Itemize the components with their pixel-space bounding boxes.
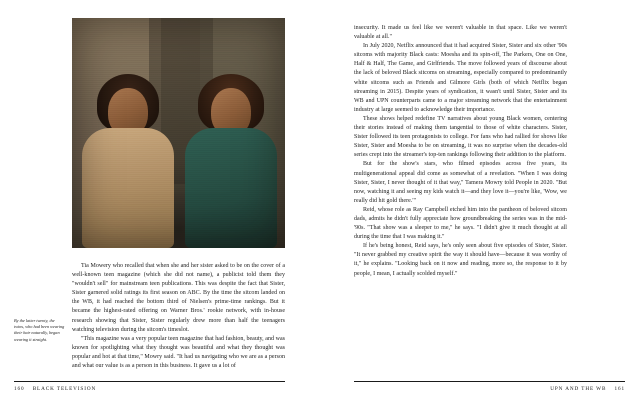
paragraph: insecurity. It made us feel like we weren't valuable in that space. Like we weren't valuable at all." [354, 25, 567, 41]
right-footer-rule [354, 381, 625, 382]
right-page [320, 0, 640, 411]
left-page-footer [14, 386, 285, 392]
right-body-column [354, 24, 567, 279]
left-body-column [72, 262, 285, 371]
paragraph: Reid, whose role as Ray Campbell etched him into the pantheon of beloved sitcom dads, admits he didn't fully appreciate how groundbreaking the series was in the mid-'90s. "That show was a sleeper to me," he says. "I didn't give it much thought at all during the time that I was making it." [354, 206, 567, 241]
photo-vignette-overlay [72, 18, 285, 248]
right-page-footer [354, 386, 625, 392]
left-folio-number: 160 [14, 386, 25, 392]
right-running-head: UPN AND THE WB [550, 386, 607, 392]
paragraph: "This magazine was a very popular teen magazine that had fashion, beauty, and was known for spotlighting what they thought was beautiful and what they thought was popular and hot at that time," Mowry said. "It had us navigating who we are as a person and what our value is as a person in this business. It gave us a lot of [72, 335, 285, 370]
paragraph: Tia Mowery who recalled that when she and her sister asked to be on the cover of a well-known teen magazine (which she did not name), a publicist told them they "wouldn't sell" for mainstream teen publications. This was despite the fact that Sister, Sister garnered solid ratings its first season on ABC. By the time the sitcom landed on the WB, it had reached the bottom third of Nielsen's prime-time rankings. But it became the highest-rated offering on Warner Bros.' rookie network, with in-house research showing that Sister, Sister regularly drew more than half the teenagers watching television during the sitcom's timeslot. [72, 263, 285, 333]
right-folio-number: 161 [614, 386, 625, 392]
paragraph: These shows helped redefine TV narratives about young Black women, centering their stories instead of making them tangential to those of white characters. Sister, Sister followed its teen protagonists to college. For fans who had rallied for shows like Sister, Sister and Moesha to be on streaming, it was no surprise when the decades-old series crept into the streamer's top-ten rankings following their addition to the platform. [354, 115, 567, 159]
left-footer-rule [14, 381, 285, 382]
left-running-head: BLACK TELEVISION [32, 386, 97, 392]
tia-tamera-mowry-photo [72, 18, 285, 248]
paragraph: But for the show's stars, who filmed episodes across five years, its multigenerational appeal did come as somewhat of a revelation. "When I was doing Sister, Sister, I never thought of it that way," Tamera Mowry told People in 2020. "But now, watching it and seeing my kids watch it—and they love it—you're like, 'Wow, we really did hit gold there.'" [354, 161, 567, 204]
paragraph: If he's being honest, Reid says, he's only seen about five episodes of Sister, Sister. "It never grabbed my creative spirit the way it should have—because it was worthy of it," he explains. "Looking back on it now and reading, more so, the response to it by people, I mean, I actually scolded myself." [354, 243, 567, 277]
photo-caption: By the latter twenty, the twins, who had been wearing their hair naturally, began wearing it straight. [14, 318, 65, 342]
paragraph: In July 2020, Netflix announced that it had acquired Sister, Sister and six other '90s sitcoms with majority Black casts: Moesha and its spin-off, The Parkers, One on One, Half & Half, The Game, and Girlfriends. The move followed years of discourse about the lack of beloved Black sitcoms on streaming, especially compared to predominantly white sitcoms such as Friends and Gilmore Girls (both of which Netflix began streaming in 2015). Despite years of syndication, it wasn't until Sister, Sister and its WB and UPN counterparts came to a major streaming network that the entertainment industry at large seemed to acknowledge their importance. [354, 43, 567, 113]
